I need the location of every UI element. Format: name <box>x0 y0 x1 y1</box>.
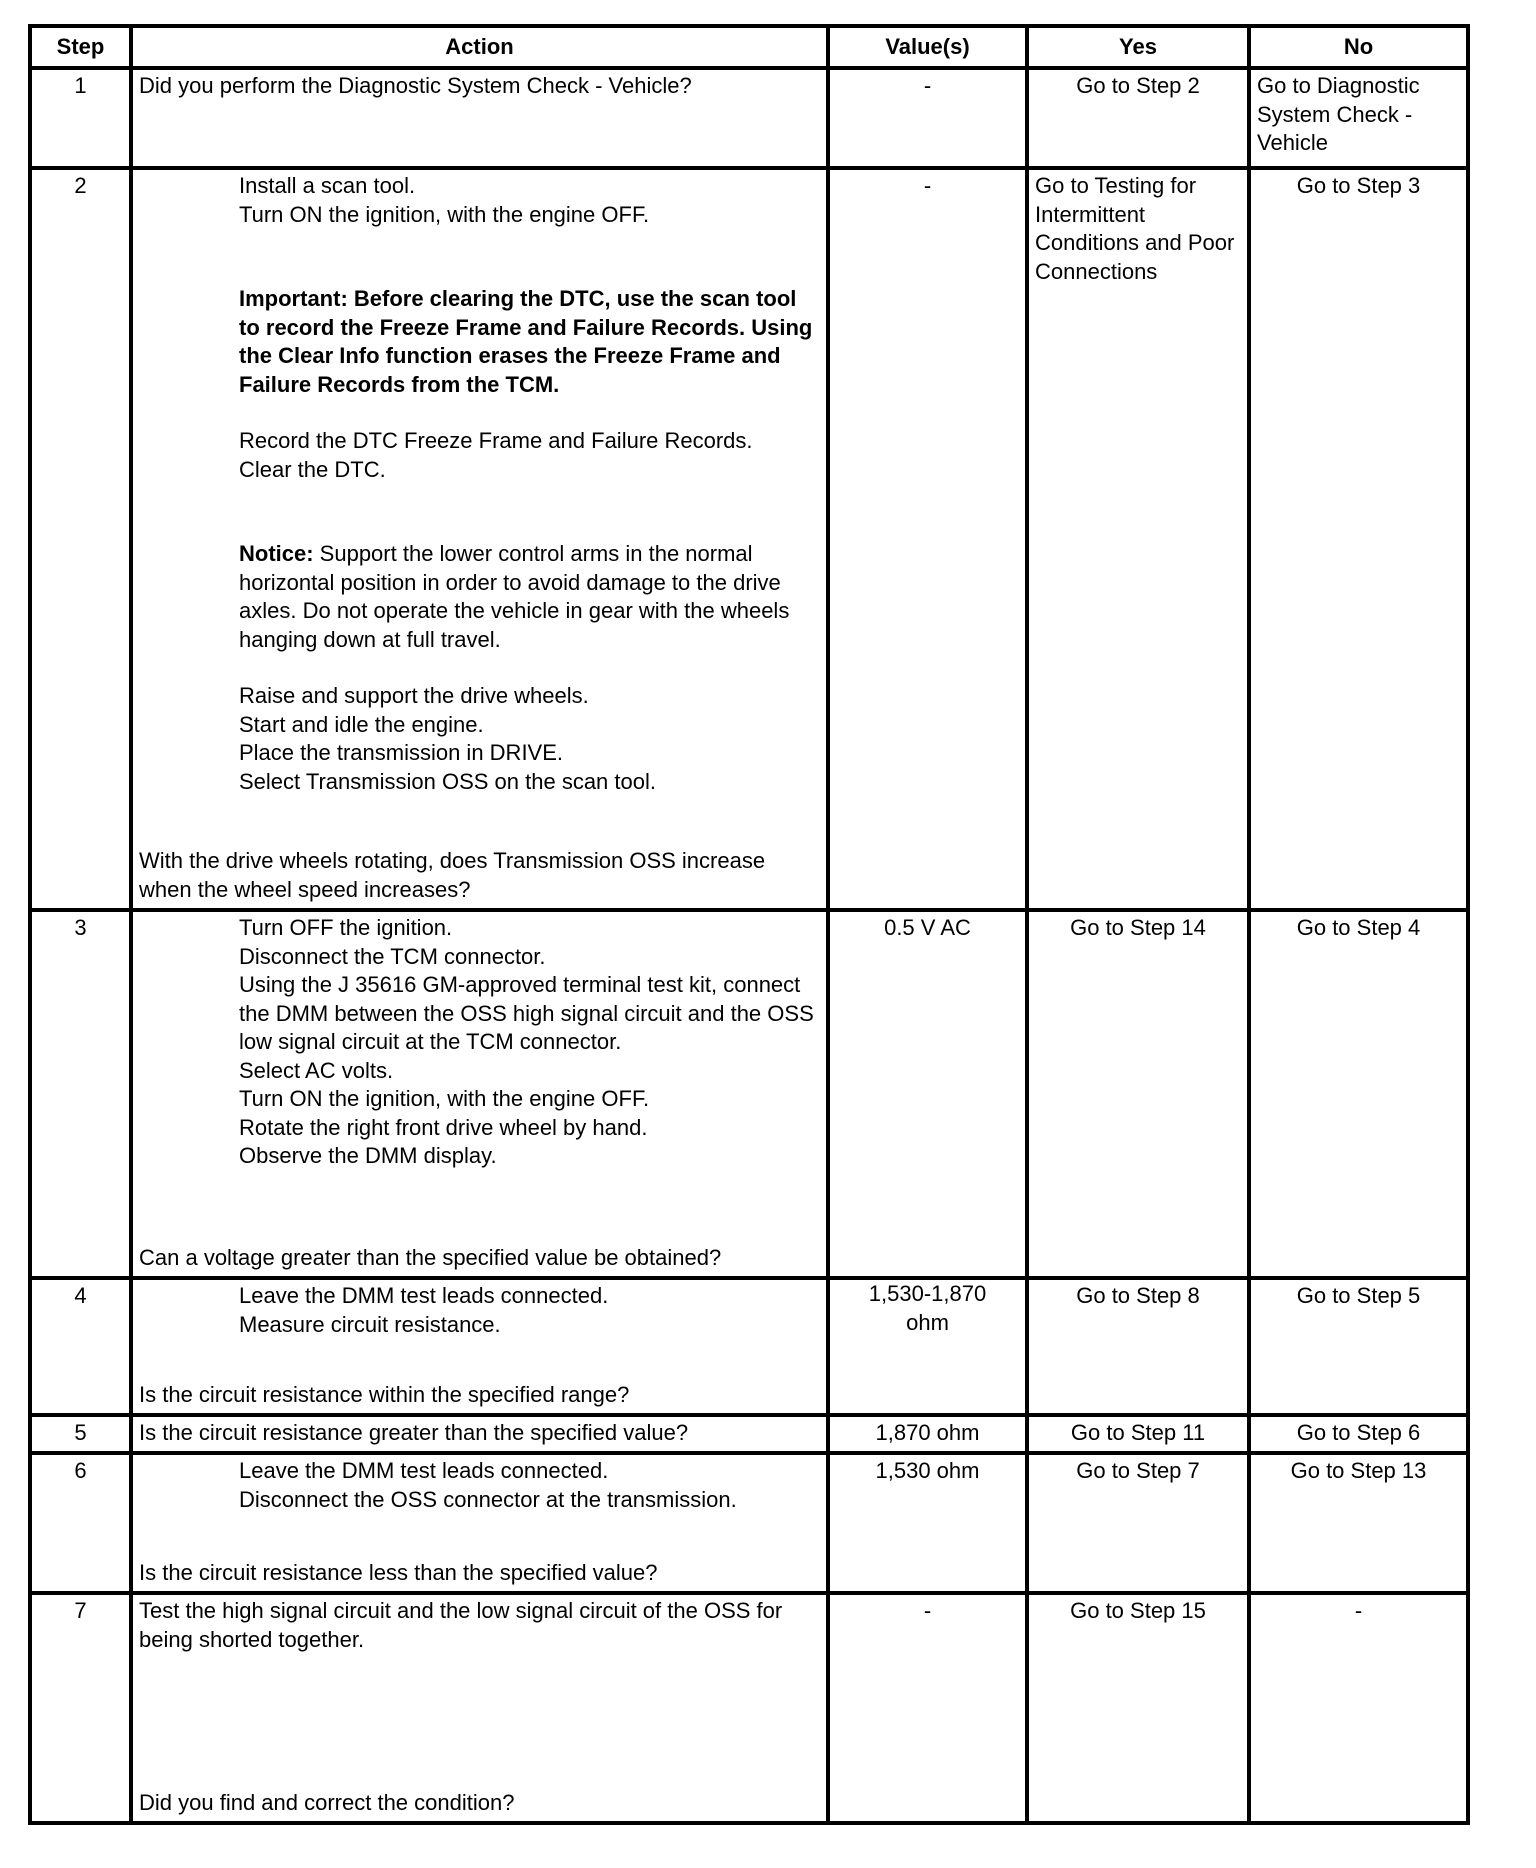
action-question: Is the circuit resistance less than the specified value? <box>139 1559 658 1585</box>
action-steps <box>139 1457 820 1514</box>
action-question: With the drive wheels rotating, does Transmission OSS increase when the wheel speed increases? <box>139 848 766 902</box>
header-row <box>30 26 1468 68</box>
table-row <box>30 168 1468 910</box>
action-line: Select Transmission OSS on the scan tool. <box>239 768 656 794</box>
step-number: 1 <box>30 68 131 168</box>
no-cell: Go to Step 3 <box>1249 168 1468 910</box>
table-row <box>30 1278 1468 1415</box>
yes-cell: Go to Step 7 <box>1027 1453 1249 1593</box>
notice-text: Support the lower control arms in the normal horizontal position in order to avoid damage to the drive axles. Do not operate the vehicle in gear with the wheels hanging down at full travel. <box>239 541 790 652</box>
header-yes: Yes <box>1027 26 1249 68</box>
value-cell: 1,870 ohm <box>828 1415 1027 1453</box>
step-number: 4 <box>30 1278 131 1415</box>
value-cell: 1,530-1,870 ohm <box>828 1278 1027 1415</box>
action-question: Did you perform the Diagnostic System Check - Vehicle? <box>139 73 692 98</box>
step-number: 5 <box>30 1415 131 1453</box>
value-cell: - <box>828 1593 1027 1823</box>
table-row <box>30 1593 1468 1823</box>
table-row <box>30 1453 1468 1593</box>
value-cell: 0.5 V AC <box>828 910 1027 1278</box>
value-cell: - <box>828 68 1027 168</box>
step-number: 2 <box>30 168 131 910</box>
yes-cell: Go to Step 8 <box>1027 1278 1249 1415</box>
header-no: No <box>1249 26 1468 68</box>
header-step: Step <box>30 26 131 68</box>
action-line: Rotate the right front drive wheel by hand. <box>239 1114 648 1140</box>
notice-note <box>239 540 820 654</box>
no-cell: Go to Step 5 <box>1249 1278 1468 1415</box>
action-steps <box>139 1282 820 1339</box>
action-cell <box>131 168 828 910</box>
no-cell: - <box>1249 1593 1468 1823</box>
no-cell: Go to Step 4 <box>1249 910 1468 1278</box>
yes-cell: Go to Step 11 <box>1027 1415 1249 1453</box>
action-line: Start and idle the engine. <box>239 711 484 737</box>
no-cell: Go to Step 6 <box>1249 1415 1468 1453</box>
action-cell <box>131 1278 828 1415</box>
action-line: Leave the DMM test leads connected. <box>239 1458 609 1483</box>
table-row <box>30 910 1468 1278</box>
action-line: Turn ON the ignition, with the engine OFF. <box>239 201 650 227</box>
yes-cell: Go to Step 14 <box>1027 910 1249 1278</box>
action-line: Using the J 35616 GM-approved terminal test kit, connect the DMM between the OSS high signal circuit and the OSS low signal circuit at the TCM connector. <box>239 972 814 1054</box>
no-cell: Go to Diagnostic System Check - Vehicle <box>1249 68 1468 168</box>
action-question: Is the circuit resistance greater than the specified value? <box>139 1420 689 1445</box>
table-row <box>30 1415 1468 1453</box>
action-line: Select AC volts. <box>239 1057 394 1083</box>
action-cell <box>131 1593 828 1823</box>
action-line: Leave the DMM test leads connected. <box>239 1283 609 1308</box>
action-line: Turn OFF the ignition. <box>239 915 453 940</box>
action-line: Record the DTC Freeze Frame and Failure Records. <box>239 428 753 453</box>
action-instruction: Test the high signal circuit and the low signal circuit of the OSS for being shorted together. <box>139 1598 783 1652</box>
yes-cell: Go to Step 2 <box>1027 68 1249 168</box>
action-cell <box>131 910 828 1278</box>
diagnostic-table-container <box>28 24 1466 1825</box>
table-row <box>30 68 1468 168</box>
yes-cell: Go to Step 15 <box>1027 1593 1249 1823</box>
yes-cell: Go to Testing for Intermittent Conditions and Poor Connections <box>1027 168 1249 910</box>
action-line: Disconnect the TCM connector. <box>239 943 546 969</box>
action-cell <box>131 1415 828 1453</box>
action-question: Is the circuit resistance within the specified range? <box>139 1381 630 1407</box>
important-note: Important: Before clearing the DTC, use the scan tool to record the Freeze Frame and Failure Records. Using the Clear Info function erases the Freeze Frame and Failure Records from the TCM. <box>239 286 813 397</box>
action-line: Measure circuit resistance. <box>239 1311 501 1337</box>
action-line: Turn ON the ignition, with the engine OFF. <box>239 1086 650 1111</box>
action-cell <box>131 1453 828 1593</box>
action-line: Raise and support the drive wheels. <box>239 683 589 708</box>
header-values: Value(s) <box>828 26 1027 68</box>
action-line: Place the transmission in DRIVE. <box>239 740 564 765</box>
action-cell <box>131 68 828 168</box>
header-action: Action <box>131 26 828 68</box>
value-cell: - <box>828 168 1027 910</box>
action-question: Can a voltage greater than the specified value be obtained? <box>139 1244 722 1270</box>
action-line: Clear the DTC. <box>239 456 386 482</box>
action-steps <box>139 172 820 796</box>
step-number: 6 <box>30 1453 131 1593</box>
diagnostic-table <box>28 24 1470 1825</box>
notice-label: Notice: <box>239 541 314 566</box>
action-line: Observe the DMM display. <box>239 1143 497 1168</box>
action-question: Did you find and correct the condition? <box>139 1789 515 1815</box>
action-steps <box>139 914 820 1171</box>
step-number: 3 <box>30 910 131 1278</box>
no-cell: Go to Step 13 <box>1249 1453 1468 1593</box>
step-number: 7 <box>30 1593 131 1823</box>
value-cell: 1,530 ohm <box>828 1453 1027 1593</box>
action-line: Install a scan tool. <box>239 173 416 198</box>
action-line: Disconnect the OSS connector at the transmission. <box>239 1486 737 1512</box>
